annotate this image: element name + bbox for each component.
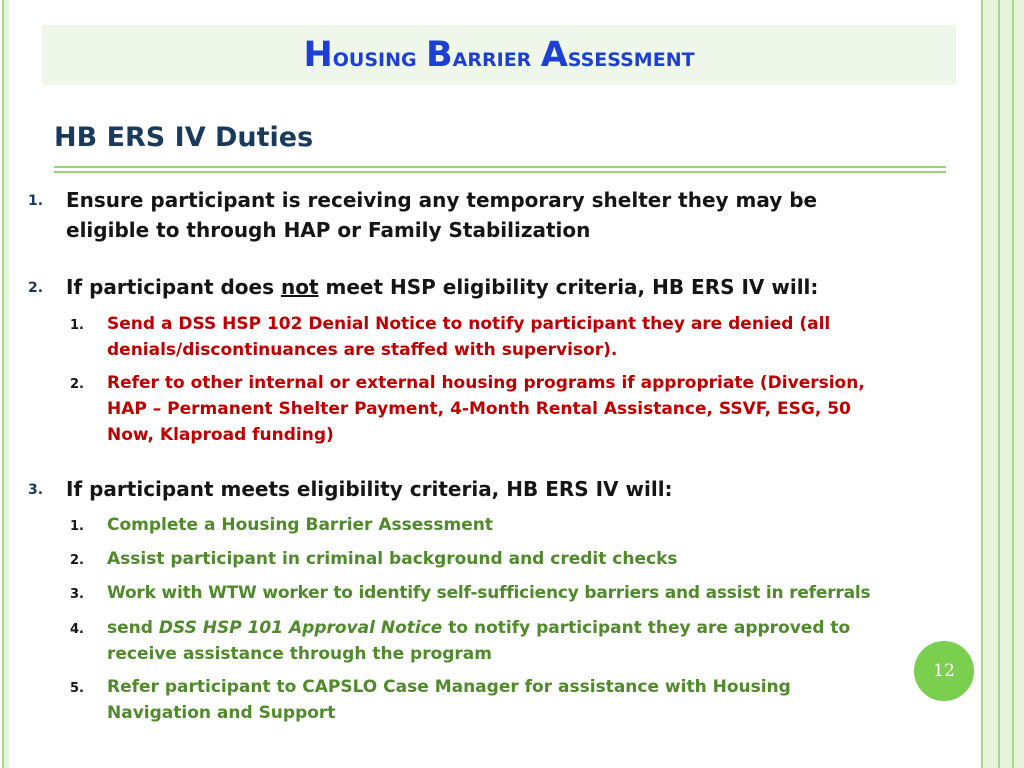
item-2-1-text: Send a DSS HSP 102 Denial Notice to notify participant they are denied (all denials/discontinuances are staffed with supervisor). (107, 314, 831, 360)
emphasis-not: not (280, 275, 319, 299)
item-3-text: If participant meets eligibility criteria, HB ERS IV will: (66, 477, 673, 501)
page-number-badge: 12 (914, 641, 974, 701)
divider-line-bottom (54, 171, 946, 173)
left-border-decoration (0, 0, 9, 768)
item-2-2-number: 2. (70, 377, 84, 392)
item-2-number: 2. (28, 280, 44, 296)
title-bar (42, 25, 956, 85)
item-3-number: 3. (28, 482, 44, 498)
item-1-text: Ensure participant is receiving any temporary shelter they may be eligible to through HAP or Family Stabilization (66, 188, 818, 242)
item-3-5-number: 5. (70, 681, 84, 696)
item-3-5-text: Refer participant to CAPSLO Case Manager for assistance with Housing Navigation and Support (107, 677, 791, 723)
item-2-1-number: 1. (70, 318, 84, 333)
approval-notice-emphasis: DSS HSP 101 Approval Notice (158, 618, 443, 638)
item-3-1-text: Complete a Housing Barrier Assessment (107, 515, 493, 535)
item-3-4-text: send DSS HSP 101 Approval Notice to notify participant they are approved to receive assistance through the program (107, 618, 851, 664)
divider-line-top (54, 166, 946, 168)
item-3-2-text: Assist participant in criminal background and credit checks (107, 549, 678, 569)
item-3-3-text: Work with WTW worker to identify self-sufficiency barriers and assist in referrals (107, 583, 871, 603)
section-heading: HB ERS IV Duties (54, 122, 314, 153)
item-3-4-number: 4. (70, 622, 84, 637)
item-2-text: If participant does not meet HSP eligibility criteria, HB ERS IV will: (66, 275, 819, 299)
item-3-3-number: 3. (70, 587, 84, 602)
right-border-decoration (978, 0, 1024, 768)
item-3-2-number: 2. (70, 553, 84, 568)
item-3-1-number: 1. (70, 519, 84, 534)
item-2-2-text: Refer to other internal or external housing programs if appropriate (Diversion, HAP – Permanent Shelter Payment, 4-Month Rental Assistance, SSVF, ESG, 50 Now, Klaproad funding) (107, 373, 865, 445)
item-1-number: 1. (28, 193, 44, 209)
slide-title: Housing Barrier Assessment (303, 35, 695, 75)
